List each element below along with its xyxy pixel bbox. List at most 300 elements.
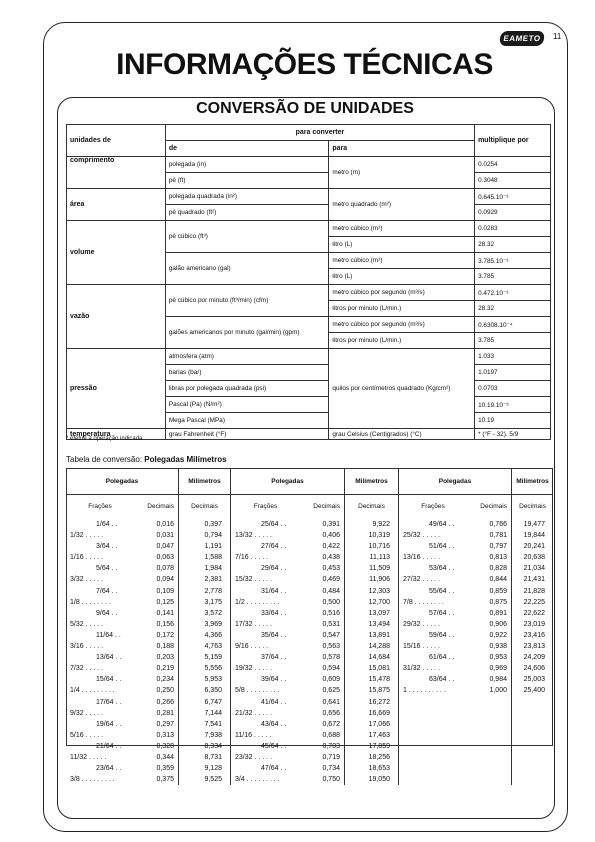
table-row	[66, 586, 178, 597]
millimeter-cell: 21,431	[523, 576, 545, 584]
cell-mult: 0.472.10⁻³	[475, 285, 551, 301]
decimal-cell: 0,969	[489, 665, 507, 673]
table-row	[66, 530, 178, 541]
caption-bold: Polegadas Milímetros	[144, 455, 227, 464]
decimal-cell: 0,719	[322, 753, 340, 761]
decimal-cell: 0,344	[156, 753, 174, 761]
table-row	[66, 552, 178, 563]
cell-mult: 0.3048	[475, 173, 551, 189]
millimeter-cell: 4,763	[204, 643, 222, 651]
cell-de: barias (bar)	[165, 365, 329, 381]
decimal-cell: 0,500	[322, 598, 340, 606]
header-fracoes: Frações	[253, 503, 278, 510]
fraction-cell: 7/64 . .	[96, 587, 118, 595]
table-row	[179, 574, 230, 585]
fraction-cell: 1/16 . . . . .	[70, 554, 104, 562]
decimal-cell: 0,328	[156, 742, 174, 750]
fraction-cell: 3/16 . . . . .	[70, 643, 104, 651]
millimeter-cell: 11,906	[369, 576, 390, 584]
decimal-cell: 0,766	[489, 521, 507, 528]
fraction-cell: 3/4 . . . . . . . . .	[235, 776, 280, 784]
decimal-cell: 0,953	[489, 654, 507, 662]
table-row	[345, 774, 398, 785]
fraction-cell: 43/64 . .	[261, 720, 287, 728]
mm-rows-3	[512, 515, 553, 697]
decimal-cell: 0,813	[489, 554, 507, 562]
decimal-cell: 0,891	[489, 609, 507, 617]
millimeter-cell: 0,397	[204, 521, 222, 528]
table-row	[512, 519, 553, 530]
decimal-cell: 0,859	[489, 587, 507, 595]
table-row	[231, 730, 344, 741]
table-row	[66, 597, 178, 608]
decimal-cell: 0,109	[156, 587, 174, 595]
millimeter-cell: 23,019	[523, 620, 545, 628]
header-decimais: Decimais	[480, 503, 507, 510]
cell-mult: 3.785	[475, 333, 551, 349]
fraction-cell: 17/64 . .	[96, 698, 122, 706]
table-row	[66, 763, 178, 774]
millimeter-cell: 2,778	[204, 587, 222, 595]
table-row	[231, 519, 344, 530]
group-pressao: pressão	[67, 349, 166, 429]
table-row	[179, 708, 230, 719]
millimeter-cell: 1,984	[204, 565, 222, 573]
table-row	[512, 674, 553, 685]
millimeter-cell: 1,588	[204, 554, 222, 562]
table-row	[179, 697, 230, 708]
decimal-cell: 0,938	[489, 643, 507, 651]
decimal-cell: 0,016	[156, 521, 174, 528]
millimeter-cell: 17,859	[368, 742, 390, 750]
cell-para: metro quadrado (m²)	[329, 189, 475, 221]
table-row	[231, 563, 344, 574]
table-row	[179, 541, 230, 552]
table-row	[66, 652, 178, 663]
table-row	[179, 752, 230, 763]
table-row	[66, 641, 178, 652]
page-title: INFORMAÇÕES TÉCNICAS	[116, 48, 493, 81]
fraction-cell: 23/64 . .	[96, 765, 122, 773]
millimeter-cell: 24,209	[523, 654, 545, 662]
table-row	[179, 763, 230, 774]
millimeter-cell: 21,034	[523, 565, 545, 573]
millimeter-cell: 16,272	[368, 698, 390, 706]
table-row	[345, 652, 398, 663]
fraction-cell: 21/32 . . . . .	[235, 709, 272, 717]
table-row	[345, 763, 398, 774]
fraction-cell: 55/64 . .	[429, 587, 455, 595]
millimeter-cell: 10,319	[368, 532, 390, 540]
decimal-cell: 0,875	[489, 598, 507, 606]
table-row	[231, 774, 344, 785]
decimal-cell: 0,125	[156, 598, 174, 606]
cell-de: atmosfera (atm)	[165, 349, 329, 365]
fraction-cell: 15/16 . . . . .	[403, 643, 440, 651]
table-row	[179, 563, 230, 574]
table-row	[179, 730, 230, 741]
inch-column-3	[399, 468, 512, 785]
cell-de: Mega Pascal (MPa)	[165, 413, 329, 429]
fraction-cell: 31/64 . .	[261, 587, 287, 595]
decimal-cell: 0,672	[322, 720, 340, 728]
cell-mult: 1.033	[475, 349, 551, 365]
cell-mult: 28.32	[475, 237, 551, 253]
inch-column-1	[66, 468, 179, 785]
millimeter-cell: 13,494	[368, 620, 390, 628]
millimeter-cell: 1,191	[204, 543, 222, 551]
table-row	[66, 719, 178, 730]
decimal-cell: 0,641	[322, 698, 340, 706]
table-row	[512, 541, 553, 552]
cell-para: litros por minuto (L/min.)	[329, 333, 475, 349]
decimal-cell: 0,297	[156, 720, 174, 728]
table-row	[66, 685, 178, 696]
table-row	[345, 741, 398, 752]
fraction-cell: 13/16 . . . . .	[403, 554, 440, 562]
table-row	[399, 641, 511, 652]
decimal-cell: 0,031	[156, 532, 174, 540]
millimeter-cell: 13,097	[368, 609, 390, 617]
table-row	[66, 752, 178, 763]
table-row	[399, 685, 511, 696]
group-temperatura: temperatura	[67, 429, 166, 440]
fraction-cell: 15/64 . .	[96, 676, 122, 684]
header-fracoes: Frações	[88, 503, 112, 510]
decimal-cell: 0,313	[156, 731, 174, 739]
decimal-cell: 0,453	[322, 565, 340, 573]
millimeter-cell: 3,969	[204, 620, 222, 628]
table-row	[179, 641, 230, 652]
header-para: para	[329, 141, 475, 157]
millimeter-cell: 22,225	[523, 598, 545, 606]
decimal-cell: 0,063	[156, 554, 174, 562]
table-row	[66, 674, 178, 685]
millimeter-cell: 18,653	[368, 765, 390, 773]
table-row	[179, 719, 230, 730]
fraction-cell: 31/32 . . . . .	[403, 665, 440, 673]
table-row	[179, 630, 230, 641]
table-row	[345, 586, 398, 597]
header-decimais: Decimais	[358, 503, 385, 510]
table-row	[512, 574, 553, 585]
cell-mult: 1.0197	[475, 365, 551, 381]
decimal-cell: 0,734	[322, 765, 340, 773]
caption-prefix: Tabela de conversão:	[66, 455, 145, 464]
decimal-cell: 0,281	[156, 709, 174, 717]
fraction-cell: 3/8 . . . . . . . . .	[70, 776, 115, 784]
decimal-cell: 0,578	[322, 654, 340, 662]
millimeter-cell: 9,922	[372, 521, 390, 528]
millimeter-cell: 8,731	[204, 753, 222, 761]
table-row	[179, 685, 230, 696]
millimeter-cell: 5,159	[204, 654, 222, 662]
header-multiplique: multiplique por	[475, 125, 551, 157]
table-row	[231, 708, 344, 719]
table-row	[512, 552, 553, 563]
table-row	[231, 697, 344, 708]
cell-para: litro (L)	[329, 237, 475, 253]
millimeter-cell: 11,509	[369, 565, 390, 573]
table-row	[66, 630, 178, 641]
cell-para: metro cúbico por segundo (m³/s)	[329, 285, 475, 301]
table-row	[66, 697, 178, 708]
millimeter-cell: 20,241	[523, 543, 545, 551]
fraction-cell: 51/64 . .	[429, 543, 455, 551]
table-row	[345, 674, 398, 685]
table-row	[231, 752, 344, 763]
section-title: CONVERSÃO DE UNIDADES	[196, 100, 414, 117]
fraction-cell: 29/32 . . . . .	[403, 620, 440, 628]
cell-de: pé (ft)	[165, 173, 329, 189]
fraction-cell: 5/64 . .	[96, 565, 118, 573]
table-row	[66, 541, 178, 552]
cell-de: galões americanos por minuto (gal/min) (gpm)	[165, 317, 329, 349]
table-row	[179, 552, 230, 563]
fraction-cell: 59/64 . .	[429, 631, 455, 639]
millimeter-cell: 20,638	[523, 554, 545, 562]
millimeter-cell: 19,477	[523, 521, 545, 528]
cell-de: pé quadrado (ft²)	[165, 205, 329, 221]
fraction-cell: 7/16 . . . . .	[235, 554, 269, 562]
table-row	[231, 674, 344, 685]
table-row	[399, 541, 511, 552]
decimal-cell: 0,078	[156, 565, 174, 573]
inch-rows-2	[231, 515, 344, 785]
millimeter-cell: 0,794	[204, 532, 222, 540]
fraction-cell: 17/32 . . . . .	[235, 620, 272, 628]
table-row	[399, 530, 511, 541]
fraction-cell: 41/64 . .	[261, 698, 287, 706]
table-row	[231, 608, 344, 619]
decimal-cell: 0,438	[322, 554, 340, 562]
mm-column-1	[179, 468, 231, 785]
fraction-cell: 11/32 . . . . .	[70, 753, 107, 761]
footnote: * efetue a operação indicada	[66, 436, 143, 442]
millimeter-cell: 9,128	[204, 765, 222, 773]
millimeter-cell: 16,669	[368, 709, 390, 717]
table-row	[345, 597, 398, 608]
decimal-cell: 0,656	[322, 709, 340, 717]
millimeter-cell: 24,606	[523, 665, 545, 673]
inch-rows-3	[399, 515, 511, 697]
table-row	[512, 685, 553, 696]
fraction-cell: 1/64 . .	[96, 521, 118, 528]
decimal-cell: 0,844	[489, 576, 507, 584]
table-row	[179, 597, 230, 608]
header-decimais: Decimais	[313, 503, 340, 510]
millimeter-cell: 11,113	[369, 554, 390, 562]
fraction-cell: 11/16 . . . . .	[235, 731, 272, 739]
table-row	[345, 663, 398, 674]
millimeter-cell: 23,416	[523, 631, 545, 639]
table-row	[231, 652, 344, 663]
decimal-cell: 0,484	[322, 587, 340, 595]
table-row	[179, 663, 230, 674]
decimal-cell: 1,000	[489, 687, 507, 695]
table-row	[66, 730, 178, 741]
fraction-cell: 33/64 . .	[261, 609, 287, 617]
header-unidades: unidades de	[67, 125, 166, 157]
unit-conversion-table	[66, 124, 551, 440]
decimal-cell: 0,375	[156, 776, 174, 784]
table-row	[231, 597, 344, 608]
fraction-cell: 27/32 . . . . .	[403, 576, 440, 584]
cell-mult: 0.0254	[475, 157, 551, 173]
fraction-cell: 5/8 . . . . . . . . .	[235, 687, 280, 695]
group-comprimento: comprimento	[67, 157, 166, 189]
decimal-cell: 0,922	[489, 631, 507, 639]
millimeter-cell: 8,334	[204, 742, 222, 750]
page-number: 11	[553, 32, 562, 41]
decimal-cell: 0,188	[156, 643, 174, 651]
table-row	[399, 574, 511, 585]
cell-de: pé cúbico por minuto (ft³/min) (cfm)	[165, 285, 329, 317]
millimeter-cell: 19,844	[523, 532, 545, 540]
table-row	[179, 519, 230, 530]
table-row	[179, 741, 230, 752]
decimal-cell: 0,531	[322, 620, 340, 628]
millimeter-cell: 7,938	[204, 731, 222, 739]
group-vazao: vazão	[67, 285, 166, 349]
millimeter-cell: 4,366	[204, 631, 222, 639]
table-row	[399, 563, 511, 574]
decimal-cell: 0,047	[156, 543, 174, 551]
table-row	[66, 519, 178, 530]
fraction-cell: 1/4 . . . . . . . . .	[70, 687, 115, 695]
table-row	[179, 608, 230, 619]
decimal-cell: 0,172	[156, 631, 174, 639]
millimeter-cell: 18,256	[368, 753, 390, 761]
fraction-cell: 57/64 . .	[429, 609, 455, 617]
table-row	[512, 619, 553, 630]
fraction-cell: 21/64 . .	[96, 742, 122, 750]
table-row	[179, 586, 230, 597]
decimal-cell: 0,781	[489, 532, 507, 540]
decimal-cell: 0,984	[489, 676, 507, 684]
fraction-cell: 25/32 . . . . .	[403, 532, 440, 540]
header-polegadas: Polegadas	[399, 468, 511, 495]
brand-logo: EAMETO	[499, 31, 545, 46]
table-row	[512, 630, 553, 641]
cell-de: pé cúbico (ft³)	[165, 221, 329, 253]
fraction-cell: 5/16 . . . . .	[70, 731, 104, 739]
millimeter-cell: 25,003	[523, 676, 545, 684]
table-row	[512, 663, 553, 674]
cell-para: grau Celsius (Centigrados) (°C)	[329, 429, 475, 440]
fraction-cell: 15/32 . . . . .	[235, 576, 272, 584]
decimal-cell: 0,219	[156, 665, 174, 673]
table-row	[345, 608, 398, 619]
header-decimais: Decimais	[519, 503, 546, 510]
header-de: de	[165, 141, 329, 157]
mm-rows-1	[179, 515, 230, 785]
table-row	[231, 530, 344, 541]
table-row	[345, 730, 398, 741]
fraction-cell: 3/64 . .	[96, 543, 118, 551]
cell-mult: * (°F - 32). 5/9	[475, 429, 551, 440]
cell-para: quilos por centímetros quadrado (Kg/cm²)	[329, 349, 475, 429]
fraction-cell: 1/8 . . . . . . . .	[70, 598, 111, 606]
millimeter-cell: 15,478	[368, 676, 390, 684]
table-row	[399, 519, 511, 530]
cell-mult: 3.785	[475, 269, 551, 285]
decimal-cell: 0,563	[322, 643, 340, 651]
fraction-cell: 61/64 . .	[429, 654, 455, 662]
table-row	[345, 641, 398, 652]
fraction-cell: 5/32 . . . . .	[70, 620, 104, 628]
millimeter-cell: 9,525	[204, 776, 222, 784]
table-row	[345, 530, 398, 541]
fraction-cell: 1/2 . . . . . . . . .	[235, 598, 280, 606]
millimeter-cell: 15,081	[368, 665, 390, 673]
cell-para: metro (m)	[329, 157, 475, 189]
table-row	[399, 619, 511, 630]
group-area: área	[67, 189, 166, 221]
table-row	[231, 552, 344, 563]
decimal-cell: 0,609	[322, 676, 340, 684]
millimeter-cell: 6,747	[204, 698, 222, 706]
fraction-cell: 23/32 . . . . .	[235, 753, 272, 761]
decimal-cell: 0,234	[156, 676, 174, 684]
fraction-cell: 3/32 . . . . .	[70, 576, 104, 584]
table-row	[345, 752, 398, 763]
mm-column-3	[512, 468, 553, 785]
mm-rows-2	[345, 515, 398, 785]
millimeter-cell: 19,050	[368, 776, 390, 784]
table-row	[66, 741, 178, 752]
table-row	[345, 630, 398, 641]
table-row	[399, 652, 511, 663]
fraction-cell: 11/64 . .	[96, 631, 121, 639]
cell-para: metro cúbico (m³)	[329, 253, 475, 269]
header-milimetros: Milímetros	[345, 468, 398, 495]
decimal-cell: 0,266	[156, 698, 174, 706]
fraction-cell: 9/32 . . . . .	[70, 709, 104, 717]
table-row	[345, 708, 398, 719]
table-row	[345, 697, 398, 708]
header-milimetros: Milímetros	[179, 468, 230, 495]
cell-de: polegada quadrada (in²)	[165, 189, 329, 205]
decimal-cell: 0,094	[156, 576, 174, 584]
millimeter-cell: 25,400	[523, 687, 545, 695]
inch-column-2	[231, 468, 345, 785]
fraction-cell: 27/64 . .	[261, 543, 287, 551]
decimal-cell: 0,828	[489, 565, 507, 573]
fraction-cell: 37/64 . .	[261, 654, 287, 662]
fraction-cell: 29/64 . .	[261, 565, 287, 573]
fraction-cell: 53/64 . .	[429, 565, 455, 573]
table-row	[399, 608, 511, 619]
millimeter-cell: 13,891	[368, 631, 390, 639]
table-row	[399, 630, 511, 641]
millimeter-cell: 14,684	[368, 654, 390, 662]
millimeter-cell: 3,572	[204, 609, 222, 617]
fraction-cell: 1 . . . . . . . . . .	[403, 687, 446, 695]
decimal-cell: 0,688	[322, 731, 340, 739]
cell-de: libras por polegada quadrada (psi)	[165, 381, 329, 397]
table-row	[231, 663, 344, 674]
inch-mm-table	[66, 468, 553, 784]
table-row	[512, 597, 553, 608]
decimal-cell: 0,703	[322, 742, 340, 750]
table-row	[345, 574, 398, 585]
table-row	[179, 674, 230, 685]
decimal-cell: 0,547	[322, 631, 340, 639]
cell-de: polegada (in)	[165, 157, 329, 173]
table-row	[179, 619, 230, 630]
table-row	[399, 552, 511, 563]
